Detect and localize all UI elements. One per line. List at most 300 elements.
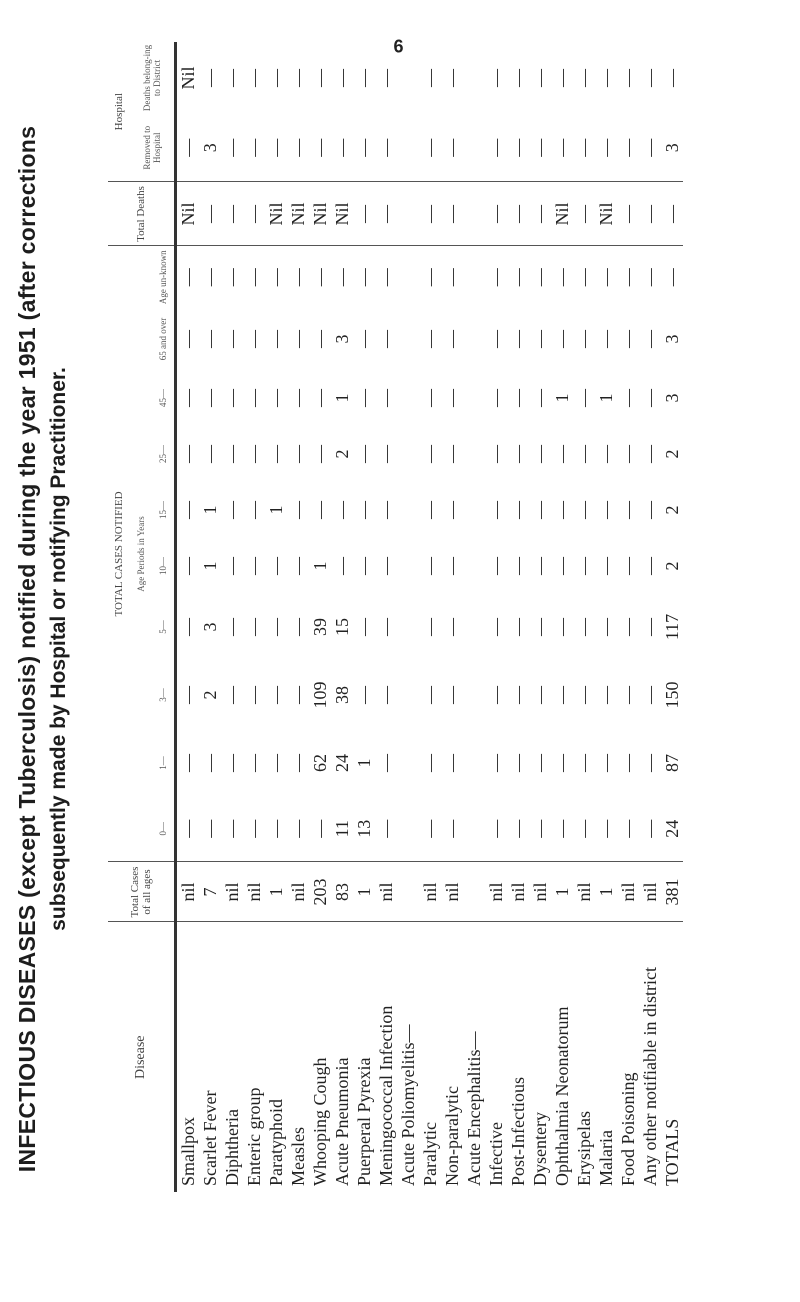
total-cases-cell: nil — [441, 862, 463, 922]
age-cell: 1 — [265, 505, 286, 515]
hospital-header: Hospital — [113, 93, 125, 131]
disease-name: Paratyphoid — [265, 922, 287, 1192]
total-cases-cell: 1 — [353, 862, 375, 922]
age-cell: — — [331, 557, 352, 575]
disease-name: Ophthalmia Neonatorum — [551, 922, 573, 1192]
removed-to-hospital-cell: — — [287, 138, 308, 157]
hospital-deaths-cell: — — [375, 68, 396, 87]
age-cell: — — [573, 618, 594, 636]
age-cell: — — [243, 557, 264, 575]
hospital-deaths-cell: Nil — [176, 42, 200, 114]
age-cell: — — [353, 501, 374, 519]
age-cell — [397, 660, 419, 730]
age-header: 1— — [158, 756, 168, 770]
removed-to-hospital-cell: — — [419, 138, 440, 157]
hospital-deaths-cell: — — [485, 68, 506, 87]
total-cases-cell — [463, 862, 485, 922]
age-cell: — — [287, 445, 308, 463]
age-cell: — — [529, 686, 550, 704]
age-cell — [463, 426, 485, 482]
hospital-deaths-cell: — — [243, 68, 264, 87]
total-deaths-cell: — — [243, 182, 265, 246]
total-cases-cell: 381 — [661, 862, 683, 922]
age-cell: — — [199, 754, 220, 772]
total-deaths-cell: — — [221, 182, 243, 246]
age-cell: — — [176, 482, 200, 538]
age-cell: — — [221, 618, 242, 636]
table-row — [287, 42, 309, 1192]
age-cell: — — [595, 330, 616, 348]
total-cases-header: Total Cases of all ages — [108, 862, 176, 922]
table-row — [309, 42, 331, 1192]
age-cell: 1 — [199, 561, 220, 571]
title-block — [14, 44, 71, 1254]
age-cell: — — [375, 501, 396, 519]
age-cell: — — [617, 330, 638, 348]
age-cell: — — [573, 819, 594, 838]
removed-to-hospital-cell: — — [595, 138, 616, 157]
age-cell — [463, 730, 485, 796]
total-deaths-cell: — — [661, 182, 683, 246]
total-cases-cell: nil — [573, 862, 595, 922]
age-cell: — — [485, 445, 506, 463]
age-cell: — — [221, 330, 242, 348]
age-header: Age un-known — [152, 246, 176, 308]
age-cell: — — [551, 445, 572, 463]
age-cell: — — [485, 618, 506, 636]
age-cell: 3 — [199, 622, 220, 632]
age-cell: — — [485, 754, 506, 772]
table-row — [265, 42, 287, 1192]
age-cell: — — [353, 557, 374, 575]
age-header: 3— — [158, 688, 168, 702]
table-row — [243, 42, 265, 1192]
age-cell — [463, 660, 485, 730]
age-cell: — — [176, 594, 200, 660]
total-cases-cell: nil — [287, 862, 309, 922]
age-cell: — — [243, 389, 264, 407]
age-cell: — — [617, 618, 638, 636]
age-cell: — — [485, 819, 506, 838]
age-cell: — — [353, 686, 374, 704]
age-header: 25— — [158, 445, 168, 463]
age-cell: — — [441, 445, 462, 463]
age-cell: — — [265, 557, 286, 575]
table-row — [331, 42, 353, 1192]
removed-to-hospital-cell: — — [617, 138, 638, 157]
table-row — [441, 42, 463, 1192]
age-cell: 15 — [331, 618, 352, 636]
age-cell — [397, 730, 419, 796]
age-cell: — — [529, 557, 550, 575]
age-cell: — — [573, 686, 594, 704]
age-cell: — — [529, 246, 551, 308]
table-row — [221, 42, 243, 1192]
disease-name: Malaria — [595, 922, 617, 1192]
age-cell: — — [551, 557, 572, 575]
total-cases-cell: nil — [243, 862, 265, 922]
age-cell: — — [529, 445, 550, 463]
total-deaths-cell: — — [485, 182, 507, 246]
age-cell: — — [441, 246, 463, 308]
total-cases-cell: 1 — [265, 862, 287, 922]
total-deaths-cell — [463, 182, 485, 246]
total-cases-cell: nil — [176, 862, 200, 922]
removed-to-hospital-cell: — — [551, 138, 572, 157]
disease-name: Diphtheria — [221, 922, 243, 1192]
total-deaths-cell: — — [507, 182, 529, 246]
age-cell: — — [375, 754, 396, 772]
age-cell: — — [507, 618, 528, 636]
total-deaths-cell: Nil — [176, 182, 200, 246]
age-cell: — — [375, 246, 397, 308]
removed-to-hospital-cell: 3 — [199, 143, 220, 153]
age-cell: — — [265, 686, 286, 704]
removed-to-hospital-cell: — — [507, 138, 528, 157]
age-cell: — — [441, 389, 462, 407]
disease-name: Measles — [287, 922, 309, 1192]
age-cell: — — [353, 330, 374, 348]
age-cell: — — [309, 501, 330, 519]
page-title: INFECTIOUS DISEASES (except Tuberculosis) notified during the year 1951 (after corrections — [14, 125, 40, 1173]
age-cell — [397, 308, 419, 370]
age-cell: — — [176, 308, 200, 370]
age-cell: — — [176, 370, 200, 426]
age-cell: — — [419, 330, 440, 348]
age-cell: — — [265, 754, 286, 772]
age-cell: — — [441, 501, 462, 519]
age-cell: — — [419, 246, 441, 308]
age-cell: — — [419, 754, 440, 772]
table-row — [397, 42, 419, 1192]
disease-name: Smallpox — [176, 922, 200, 1192]
total-cases-cell: nil — [617, 862, 639, 922]
total-cases-cell: nil — [221, 862, 243, 922]
age-header: 5— — [158, 620, 168, 634]
age-cell: — — [353, 618, 374, 636]
age-cell: — — [617, 246, 639, 308]
removed-to-hospital-cell: — — [331, 138, 352, 157]
age-cell: — — [375, 445, 396, 463]
age-cell: — — [243, 330, 264, 348]
age-cell: — — [176, 538, 200, 594]
total-cases-cell: nil — [419, 862, 441, 922]
age-cell — [397, 796, 419, 862]
age-cell: 1 — [309, 561, 330, 571]
age-cell — [397, 370, 419, 426]
age-cell: — — [595, 618, 616, 636]
age-cell: — — [639, 445, 660, 463]
age-cell: — — [573, 389, 594, 407]
removed-header: Removed to Hospital — [142, 125, 162, 170]
age-cell: — — [309, 445, 330, 463]
disease-name: Food Poisoning — [617, 922, 639, 1192]
age-cell: — — [595, 501, 616, 519]
age-header: 15— — [158, 501, 168, 519]
totals-row — [661, 42, 683, 1192]
removed-to-hospital-cell: — — [221, 138, 242, 157]
hospital-deaths-cell: — — [221, 68, 242, 87]
age-cell: — — [595, 246, 617, 308]
age-cell: — — [639, 246, 661, 308]
hospital-deaths-cell: — — [199, 68, 220, 87]
removed-to-hospital-cell: — — [176, 114, 200, 182]
disease-name: Puerperal Pyrexia — [353, 922, 375, 1192]
hospital-deaths-cell: — — [573, 68, 594, 87]
age-cell: — — [199, 330, 220, 348]
age-cell: — — [265, 445, 286, 463]
total-deaths-cell: — — [529, 182, 551, 246]
age-cell: — — [221, 246, 243, 308]
age-cell: — — [331, 501, 352, 519]
infectious-diseases-table — [108, 42, 683, 1192]
age-cell — [463, 796, 485, 862]
hospital-deaths-cell: — — [551, 68, 572, 87]
total-deaths-cell: — — [573, 182, 595, 246]
age-cell: — — [419, 819, 440, 838]
age-cell: 38 — [331, 686, 352, 704]
age-cell: 150 — [661, 681, 682, 709]
age-cell: — — [199, 389, 220, 407]
total-notified-header: TOTAL CASES NOTIFIED — [113, 491, 125, 617]
table-body — [176, 42, 684, 1192]
table-row — [529, 42, 551, 1192]
age-cell: — — [573, 754, 594, 772]
table-row — [573, 42, 595, 1192]
age-cell: — — [551, 501, 572, 519]
age-cell: — — [507, 686, 528, 704]
total-deaths-cell: Nil — [309, 182, 331, 246]
age-cell: — — [551, 754, 572, 772]
total-deaths-cell: — — [639, 182, 661, 246]
age-cell: — — [176, 246, 200, 308]
age-cell — [397, 594, 419, 660]
age-cell: — — [375, 330, 396, 348]
age-cell: — — [221, 557, 242, 575]
removed-to-hospital-cell: — — [309, 138, 330, 157]
hospital-deaths-cell: — — [287, 68, 308, 87]
page-number: 6 — [393, 36, 404, 57]
age-cell: — — [507, 819, 528, 838]
disease-name: Infective — [485, 922, 507, 1192]
age-cell: — — [485, 246, 507, 308]
age-cell: 87 — [661, 754, 682, 772]
removed-to-hospital-cell: — — [485, 138, 506, 157]
age-cell: — — [265, 330, 286, 348]
age-cell: — — [287, 330, 308, 348]
age-cell: — — [551, 618, 572, 636]
age-cell: — — [485, 330, 506, 348]
age-cell: — — [199, 819, 220, 838]
age-cell: 1 — [331, 393, 352, 403]
hospital-deaths-cell: — — [529, 68, 550, 87]
age-periods-header: Age Periods in Years — [136, 516, 146, 592]
total-cases-cell — [397, 862, 419, 922]
age-cell: 11 — [331, 820, 352, 838]
age-cell: 3 — [661, 393, 682, 403]
age-cell: — — [176, 660, 200, 730]
age-cell: — — [287, 246, 309, 308]
total-deaths-cell: Nil — [551, 182, 573, 246]
age-cell: — — [639, 389, 660, 407]
age-cell: — — [265, 618, 286, 636]
age-cell: — — [441, 618, 462, 636]
table-row — [617, 42, 639, 1192]
age-cell: — — [243, 754, 264, 772]
age-cell: — — [287, 754, 308, 772]
age-cell: — — [353, 389, 374, 407]
age-cell: — — [265, 389, 286, 407]
age-cell: — — [309, 330, 330, 348]
hospital-deaths-cell: — — [265, 68, 286, 87]
age-cell: — — [287, 501, 308, 519]
age-cell: — — [573, 246, 595, 308]
age-cell: — — [199, 246, 221, 308]
age-cell: — — [595, 445, 616, 463]
hospital-deaths-cell: — — [331, 68, 352, 87]
age-cell: — — [529, 389, 550, 407]
removed-to-hospital-cell: — — [639, 138, 660, 157]
age-cell: 24 — [331, 754, 352, 772]
total-cases-cell: 83 — [331, 862, 353, 922]
age-cell: — — [375, 557, 396, 575]
age-cell: — — [265, 246, 287, 308]
age-cell: — — [595, 819, 616, 838]
age-cell: — — [331, 246, 353, 308]
age-cell: — — [529, 754, 550, 772]
removed-to-hospital-cell: — — [353, 138, 374, 157]
age-cell: — — [375, 686, 396, 704]
age-cell: — — [221, 501, 242, 519]
hospital-deaths-cell: — — [353, 68, 374, 87]
age-cell: — — [617, 754, 638, 772]
disease-name: Acute Pneumonia — [331, 922, 353, 1192]
age-cell: — — [617, 819, 638, 838]
age-cell: — — [595, 754, 616, 772]
total-cases-cell: 1 — [551, 862, 573, 922]
age-cell — [463, 538, 485, 594]
age-cell: — — [661, 246, 683, 308]
removed-to-hospital-cell: — — [243, 138, 264, 157]
age-cell: 39 — [309, 618, 330, 636]
total-deaths-cell: Nil — [287, 182, 309, 246]
removed-to-hospital-cell: — — [375, 138, 396, 157]
disease-name: Erysipelas — [573, 922, 595, 1192]
age-cell: 117 — [661, 613, 682, 641]
hospital-deaths-cell: — — [617, 68, 638, 87]
age-cell: — — [507, 754, 528, 772]
removed-to-hospital-cell: — — [529, 138, 550, 157]
age-cell: — — [419, 389, 440, 407]
age-cell: — — [287, 819, 308, 838]
age-cell: — — [551, 819, 572, 838]
age-cell: — — [573, 501, 594, 519]
hospital-deaths-cell: — — [441, 68, 462, 87]
table-row — [507, 42, 529, 1192]
age-cell: — — [507, 501, 528, 519]
total-deaths-cell: — — [419, 182, 441, 246]
age-cell: — — [617, 445, 638, 463]
table-row — [375, 42, 397, 1192]
removed-to-hospital-cell — [463, 114, 485, 182]
deaths-belonging-header: Deaths belong-ing to District — [142, 44, 162, 112]
age-cell: — — [221, 445, 242, 463]
table-row — [463, 42, 485, 1192]
age-cell: — — [617, 557, 638, 575]
age-cell: — — [617, 686, 638, 704]
total-deaths-cell: — — [617, 182, 639, 246]
age-cell: — — [441, 686, 462, 704]
removed-to-hospital-cell — [397, 114, 419, 182]
age-cell: — — [485, 686, 506, 704]
table-row — [353, 42, 375, 1192]
hospital-deaths-cell: — — [419, 68, 440, 87]
age-cell: 2 — [661, 561, 682, 571]
age-cell: — — [639, 501, 660, 519]
total-cases-cell: 1 — [595, 862, 617, 922]
hospital-deaths-cell: — — [661, 68, 682, 87]
age-cell: — — [243, 501, 264, 519]
disease-header: Disease — [108, 922, 176, 1192]
age-cell — [463, 370, 485, 426]
age-cell: 3 — [331, 334, 352, 344]
age-cell — [397, 538, 419, 594]
total-deaths-header: Total Deaths — [108, 182, 176, 246]
age-cell: — — [243, 445, 264, 463]
age-cell — [463, 482, 485, 538]
age-cell: — — [441, 819, 462, 838]
age-cell: — — [595, 686, 616, 704]
age-cell: — — [309, 819, 330, 838]
age-cell: — — [419, 618, 440, 636]
age-cell: — — [199, 445, 220, 463]
age-cell: — — [309, 246, 331, 308]
total-deaths-cell: Nil — [265, 182, 287, 246]
age-cell: — — [617, 389, 638, 407]
age-cell: — — [287, 389, 308, 407]
age-cell: — — [221, 686, 242, 704]
age-header: 10— — [158, 557, 168, 575]
age-cell: 1 — [551, 393, 572, 403]
age-cell: — — [441, 754, 462, 772]
age-cell: — — [353, 445, 374, 463]
age-cell: — — [529, 819, 550, 838]
age-cell: — — [419, 501, 440, 519]
age-cell: — — [176, 796, 200, 862]
removed-to-hospital-cell: — — [441, 138, 462, 157]
age-cell: — — [375, 389, 396, 407]
total-cases-cell: nil — [507, 862, 529, 922]
age-cell: — — [309, 389, 330, 407]
age-cell — [463, 308, 485, 370]
age-cell: — — [551, 246, 573, 308]
age-cell — [397, 426, 419, 482]
age-cell: 62 — [309, 754, 330, 772]
age-cell: — — [353, 246, 375, 308]
age-cell: — — [639, 557, 660, 575]
age-cell: — — [639, 754, 660, 772]
table-row — [639, 42, 661, 1192]
age-cell: — — [485, 501, 506, 519]
total-deaths-cell: — — [441, 182, 463, 246]
age-cell: — — [419, 557, 440, 575]
table-row — [595, 42, 617, 1192]
age-cell — [397, 246, 419, 308]
age-cell: — — [617, 501, 638, 519]
disease-name: Whooping Cough — [309, 922, 331, 1192]
age-cell: — — [595, 557, 616, 575]
disease-name: Dysentery — [529, 922, 551, 1192]
